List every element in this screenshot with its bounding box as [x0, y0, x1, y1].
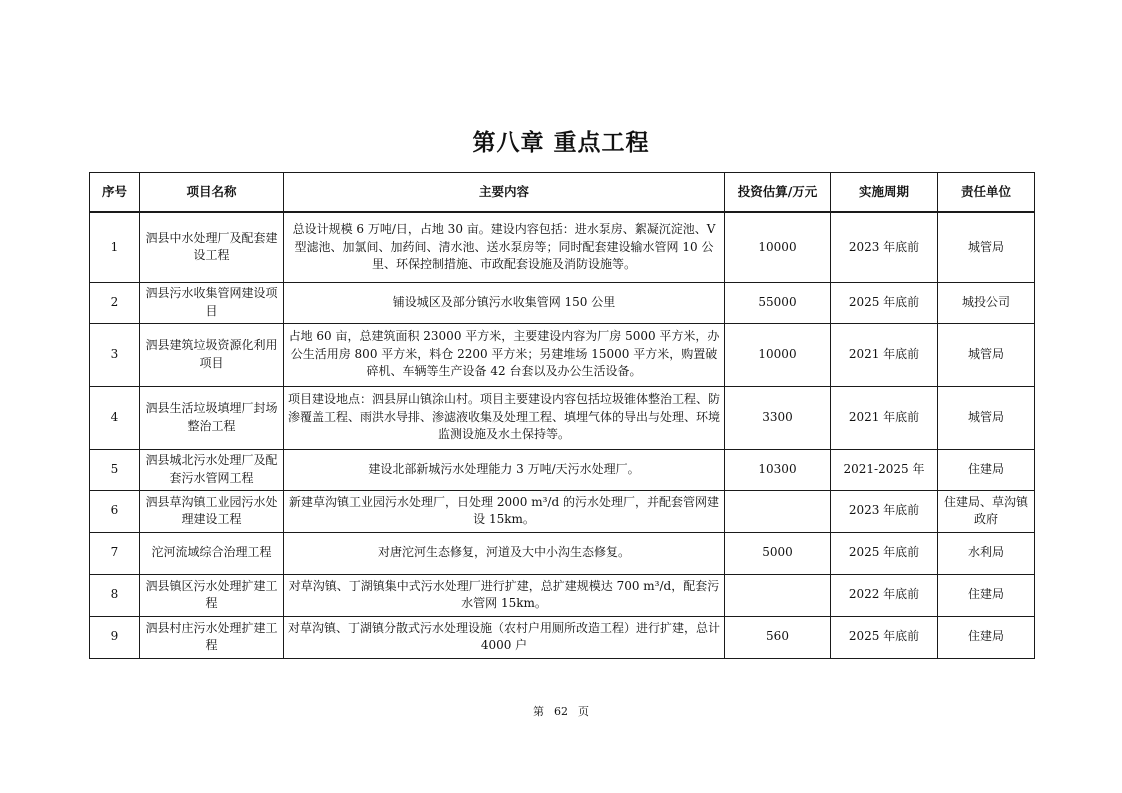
row-main-content: 总设计规模 6 万吨/日，占地 30 亩。建设内容包括：进水泵房、絮凝沉淀池、V 型滤池、加氯间、加药间、清水池、送水泵房等；同时配套建设输水管网 10 公里、环保控制措施、市政配套设施及消防设施等。	[284, 212, 725, 282]
row-period: 2023 年底前	[831, 490, 938, 532]
row-no: 3	[90, 323, 140, 386]
row-responsible-unit: 住建局、草沟镇政府	[938, 490, 1035, 532]
row-project-name: 沱河流域综合治理工程	[140, 532, 284, 574]
row-investment: 560	[725, 616, 831, 658]
page-footer-prefix: 第	[533, 705, 544, 718]
row-main-content: 对唐沱河生态修复，河道及大中小沟生态修复。	[284, 532, 725, 574]
header-no: 序号	[90, 173, 140, 213]
row-period: 2021-2025 年	[831, 449, 938, 490]
row-investment: 10300	[725, 449, 831, 490]
row-period: 2025 年底前	[831, 532, 938, 574]
header-project-name: 项目名称	[140, 173, 284, 213]
row-project-name: 泗县镇区污水处理扩建工程	[140, 574, 284, 616]
row-no: 7	[90, 532, 140, 574]
row-no: 2	[90, 282, 140, 323]
row-main-content: 铺设城区及部分镇污水收集管网 150 公里	[284, 282, 725, 323]
row-period: 2021 年底前	[831, 386, 938, 449]
chapter-title: 第八章 重点工程	[472, 130, 650, 156]
row-main-content: 建设北部新城污水处理能力 3 万吨/天污水处理厂。	[284, 449, 725, 490]
row-responsible-unit: 水利局	[938, 532, 1035, 574]
row-project-name: 泗县建筑垃圾资源化利用项目	[140, 323, 284, 386]
row-main-content: 对草沟镇、丁湖镇集中式污水处理厂进行扩建，总扩建规模达 700 m³/d，配套污水管网 15km。	[284, 574, 725, 616]
row-period: 2021 年底前	[831, 323, 938, 386]
table-row	[90, 490, 1035, 532]
row-project-name: 泗县草沟镇工业园污水处理建设工程	[140, 490, 284, 532]
header-responsible-unit: 责任单位	[938, 173, 1035, 213]
row-investment	[725, 574, 831, 616]
page-footer-suffix: 页	[578, 705, 589, 718]
row-no: 1	[90, 212, 140, 282]
row-responsible-unit: 城投公司	[938, 282, 1035, 323]
row-investment: 55000	[725, 282, 831, 323]
row-project-name: 泗县城北污水处理厂及配套污水管网工程	[140, 449, 284, 490]
row-no: 6	[90, 490, 140, 532]
table-row	[90, 574, 1035, 616]
row-no: 4	[90, 386, 140, 449]
table-row	[90, 532, 1035, 574]
page-number: 62	[554, 705, 568, 718]
row-main-content: 占地 60 亩，总建筑面积 23000 平方米，主要建设内容为厂房 5000 平方米，办公生活用房 800 平方米，料仓 2200 平方米；另建堆场 15000 平方米，购置破碎机、车辆等生产设备 42 台套以及办公生活设备。	[284, 323, 725, 386]
row-main-content: 对草沟镇、丁湖镇分散式污水处理设施（农村户用厕所改造工程）进行扩建，总计 4000 户	[284, 616, 725, 658]
row-main-content: 新建草沟镇工业园污水处理厂，日处理 2000 m³/d 的污水处理厂，并配套管网建设 15km。	[284, 490, 725, 532]
row-responsible-unit: 住建局	[938, 616, 1035, 658]
row-responsible-unit: 城管局	[938, 386, 1035, 449]
table-row	[90, 386, 1035, 449]
page-footer	[0, 703, 1122, 719]
table-row	[90, 449, 1035, 490]
key-projects-table	[89, 172, 1035, 659]
row-investment: 5000	[725, 532, 831, 574]
table-row	[90, 212, 1035, 282]
row-project-name: 泗县污水收集管网建设项目	[140, 282, 284, 323]
row-no: 9	[90, 616, 140, 658]
row-period: 2025 年底前	[831, 282, 938, 323]
table-row	[90, 323, 1035, 386]
row-period: 2022 年底前	[831, 574, 938, 616]
header-main-content: 主要内容	[284, 173, 725, 213]
row-no: 5	[90, 449, 140, 490]
row-responsible-unit: 城管局	[938, 212, 1035, 282]
row-investment: 3300	[725, 386, 831, 449]
header-period: 实施周期	[831, 173, 938, 213]
row-investment	[725, 490, 831, 532]
row-no: 8	[90, 574, 140, 616]
row-project-name: 泗县生活垃圾填埋厂封场整治工程	[140, 386, 284, 449]
row-responsible-unit: 住建局	[938, 449, 1035, 490]
row-project-name: 泗县村庄污水处理扩建工程	[140, 616, 284, 658]
row-responsible-unit: 城管局	[938, 323, 1035, 386]
table-header-row	[90, 173, 1035, 213]
row-investment: 10000	[725, 212, 831, 282]
table-row	[90, 282, 1035, 323]
row-main-content: 项目建设地点：泗县屏山镇涂山村。项目主要建设内容包括垃圾锥体整治工程、防渗覆盖工程、雨洪水导排、渗滤液收集及处理工程、填埋气体的导出与处理、环境监测设施及水土保持等。	[284, 386, 725, 449]
row-investment: 10000	[725, 323, 831, 386]
table-row	[90, 616, 1035, 658]
row-period: 2025 年底前	[831, 616, 938, 658]
row-responsible-unit: 住建局	[938, 574, 1035, 616]
header-investment: 投资估算/万元	[725, 173, 831, 213]
row-period: 2023 年底前	[831, 212, 938, 282]
row-project-name: 泗县中水处理厂及配套建设工程	[140, 212, 284, 282]
